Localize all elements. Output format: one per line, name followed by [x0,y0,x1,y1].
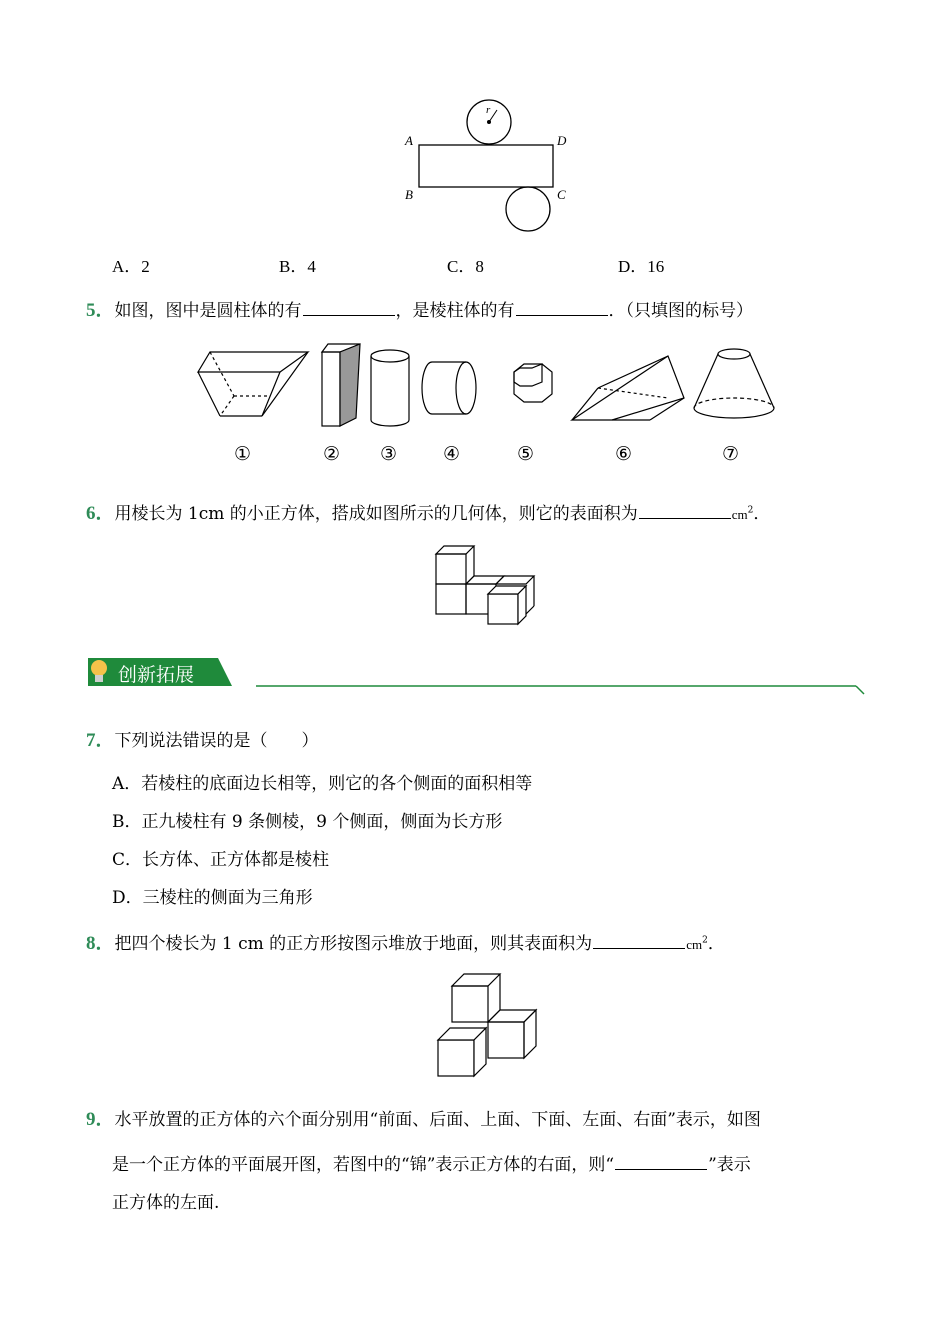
shape-5 [514,364,552,402]
shape-label-1: ① [234,444,252,465]
cylinder-net-figure [400,98,580,234]
shape-label-5: ⑤ [517,444,535,465]
shape-6 [572,356,684,420]
q6-cubes-figure [430,540,550,630]
q9-text-2a: 是一个正方体的平面展开图，若图中的“锦”表示正方体的右面，则“ [112,1155,615,1175]
q5-blank-cylinder[interactable] [303,301,395,316]
q6-text: 用棱长为 1cm 的小正方体，搭成如图所示的几何体，则它的表面积为 [114,504,638,524]
vertex-b-label: B [405,187,413,202]
q4-option-b[interactable]: B．4 [279,257,316,276]
q7-option-d[interactable]: D．三棱柱的侧面为三角形 [112,888,313,908]
q5-text-c: ．（只填图的标号） [608,301,754,321]
q6-unit-sup: 2 [747,505,754,516]
q7-stem: 下列说法错误的是（ ） [114,731,319,751]
q8-end: ． [707,934,725,954]
shape-1 [198,352,308,416]
q5-number: 5． [86,300,115,321]
q5-blank-prism[interactable] [516,301,608,316]
shape-2 [322,344,360,426]
shape-4 [422,362,476,414]
q7-option-b[interactable]: B．正九棱柱有 9 条侧棱，9 个侧面，侧面为长方形 [112,812,503,832]
q9-blank[interactable] [615,1155,707,1170]
q5-text-b: ，是棱柱体的有 [395,301,515,321]
vertex-c-label: C [557,187,566,202]
solids-figure [190,338,790,472]
q5-text-a: 如图，图中是圆柱体的有 [114,301,302,321]
q7-option-a[interactable]: A．若棱柱的底面边长相等，则它的各个侧面的面积相等 [112,774,533,794]
shape-label-4: ④ [443,444,461,465]
q6-blank[interactable] [639,504,731,519]
q8-line [86,928,725,955]
q5-line [86,295,753,322]
q9-text-1: 水平放置的正方体的六个面分别用“前面、后面、上面、下面、左面、右面”表示，如图 [114,1110,761,1130]
q7-number: 7． [86,730,115,751]
vertex-a-label: A [405,133,413,148]
shape-label-3: ③ [380,444,398,465]
vertex-d-label: D [557,133,567,148]
q7-option-c[interactable]: C．长方体、正方体都是棱柱 [112,850,330,870]
q8-blank[interactable] [593,934,685,949]
q6-number: 6． [86,503,115,524]
q6-line [86,498,770,525]
section-title: 创新拓展 [118,664,195,686]
q4-option-c[interactable]: C．8 [447,257,484,276]
shape-label-2: ② [323,444,341,465]
q6-end: ． [753,504,771,524]
q8-cubes-figure [430,966,550,1086]
q6-unit: cm [731,507,748,522]
q4-option-a[interactable]: A．2 [112,257,150,276]
q7-line [86,725,319,752]
q9-number: 9． [86,1109,115,1130]
q9-line-1 [86,1104,761,1131]
q9-text-3: 正方体的左面. [112,1193,220,1213]
q8-unit-sup: 2 [702,935,708,946]
q8-text: 把四个棱长为 1 cm 的正方形按图示堆放于地面，则其表面积为 [114,934,593,954]
q4-option-d[interactable]: D．16 [618,257,665,276]
q9-text-2b: ”表示 [708,1155,751,1175]
q8-number: 8． [86,933,115,954]
q9-line-2 [112,1150,751,1175]
shape-3 [371,350,409,426]
shape-7 [694,349,774,418]
shape-label-6: ⑥ [615,444,633,465]
shape-label-7: ⑦ [722,444,740,465]
radius-label: r [486,104,491,116]
section-banner [88,656,868,696]
q8-unit: cm [686,937,703,952]
